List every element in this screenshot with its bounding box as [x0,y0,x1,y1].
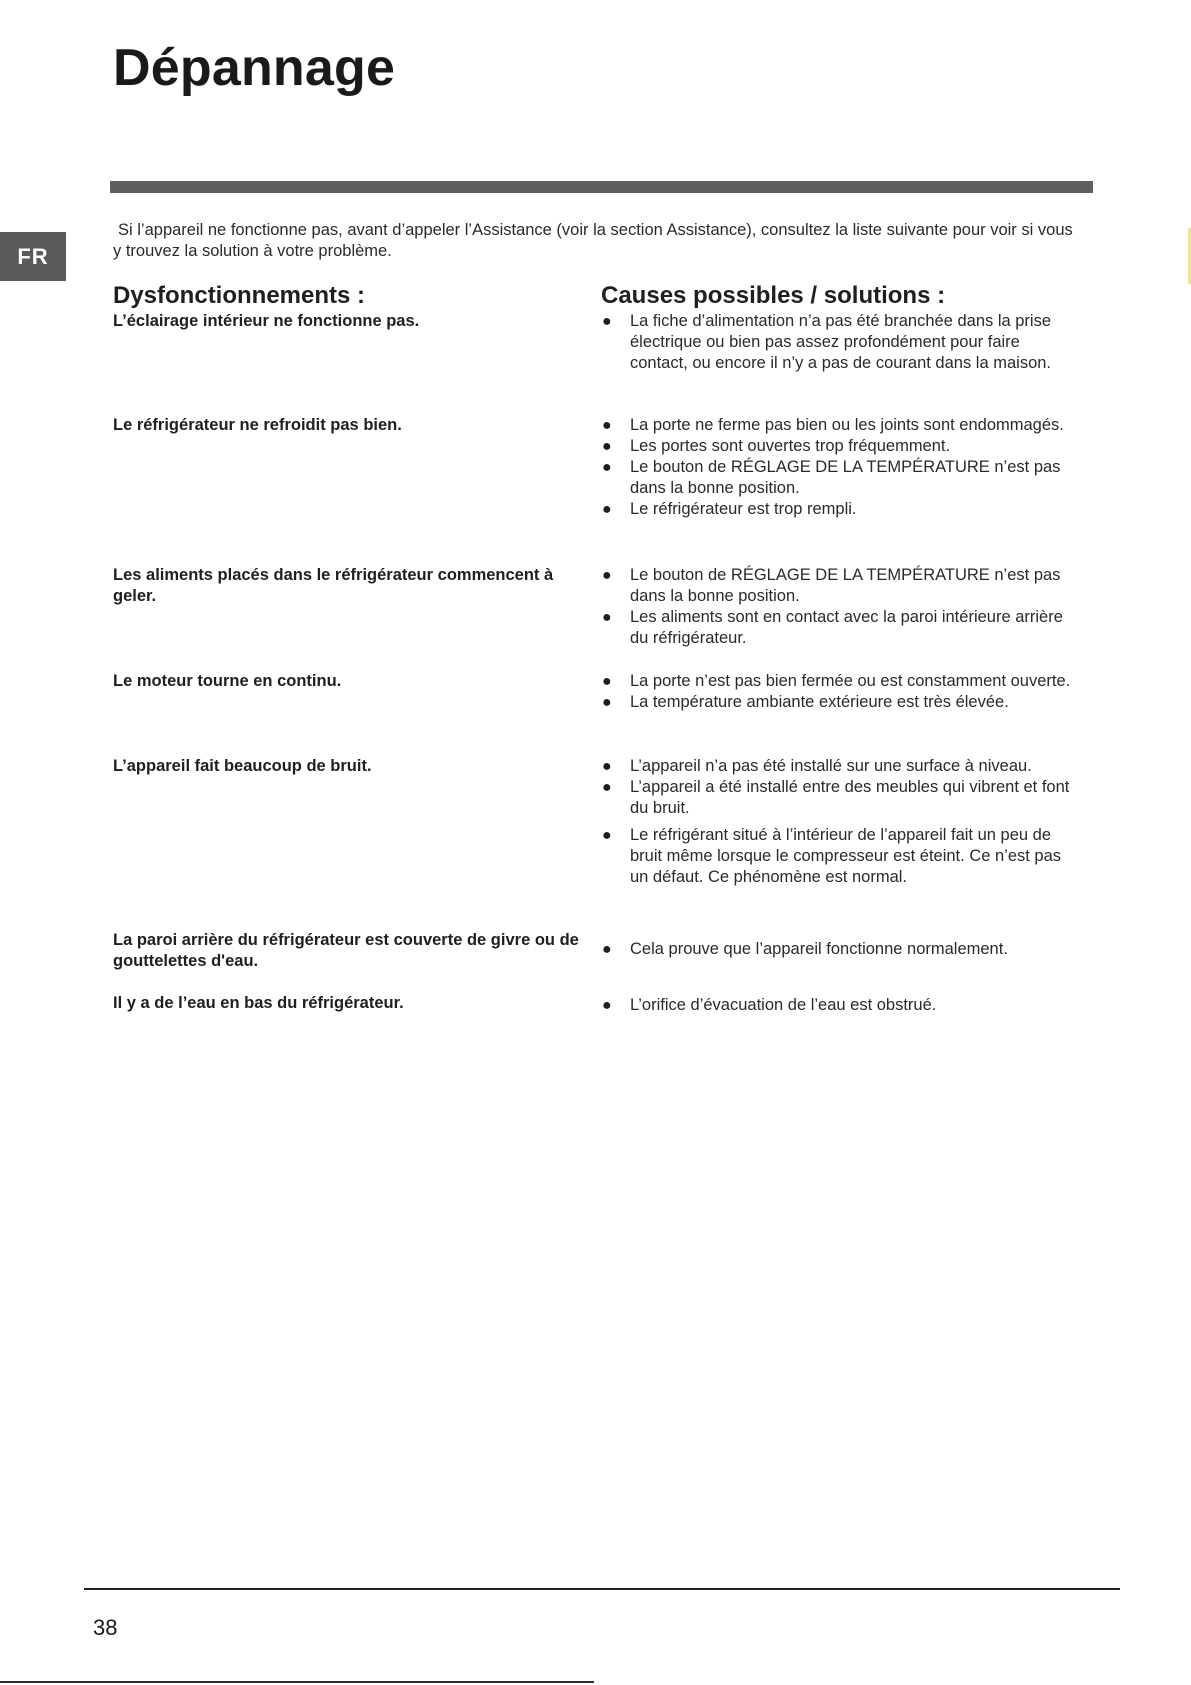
bullet-icon: ● [602,779,612,796]
bullet-icon: ● [602,417,612,434]
cause-text: La fiche d’alimentation n’a pas été branchée dans la prise électrique ou bien pas assez profondément pour faire contact, ou encore il n’y a pas de courant dans la maison. [630,312,1052,372]
causes-list [601,671,1076,713]
cause-text: La température ambiante extérieure est très élevée. [630,693,1009,711]
cause-text: Les portes sont ouvertes trop fréquemment. [630,437,951,455]
problem-text: Le réfrigérateur ne refroidit pas bien. [113,416,402,434]
cause-text: Le bouton de RÉGLAGE DE LA TEMPÉRATURE n’est pas dans la bonne position. [630,566,1061,605]
bullet-icon: ● [602,438,612,455]
bullet-icon: ● [602,941,612,958]
bullet-icon: ● [602,609,612,626]
causes-list [601,939,1076,960]
cause-item [601,756,1076,777]
causes-list [601,995,1076,1016]
cause-text: La porte n’est pas bien fermée ou est constamment ouverte. [630,672,1071,690]
cause-item [601,995,1076,1016]
cause-item [601,825,1076,888]
problem-text: L’appareil fait beaucoup de bruit. [113,757,372,775]
solutions-column-header: Causes possibles / solutions : [601,282,946,309]
cause-item [601,939,1076,960]
bullet-icon: ● [602,673,612,690]
intro-paragraph: Si l’appareil ne fonctionne pas, avant d’appeler l’Assistance (voir la section Assistance), consultez la liste suivante pour voir si vous y trouvez la solution à votre problème. [113,221,1073,260]
footer-divider [84,1588,1120,1590]
cause-text: La porte ne ferme pas bien ou les joints sont endommagés. [630,416,1064,434]
cause-item [601,415,1076,436]
problem-text: Il y a de l’eau en bas du réfrigérateur. [113,994,404,1012]
causes-list [601,415,1076,520]
cause-item [601,565,1076,607]
problems-column-header: Dysfonctionnements : [113,282,366,309]
problem-text: L’éclairage intérieur ne fonctionne pas. [113,312,420,330]
bullet-icon: ● [602,567,612,584]
bullet-icon: ● [602,997,612,1014]
cause-item [601,671,1076,692]
cause-text: Le bouton de RÉGLAGE DE LA TEMPÉRATURE n’est pas dans la bonne position. [630,458,1061,497]
problem-text: Le moteur tourne en continu. [113,672,342,690]
cause-item [601,499,1076,520]
cause-item [601,777,1076,819]
cause-text: Le réfrigérateur est trop rempli. [630,500,857,518]
bullet-icon: ● [602,758,612,775]
page-title: Dépannage [113,39,396,97]
cause-text: Le réfrigérant situé à l’intérieur de l’appareil fait un peu de bruit même lorsque le compresseur est éteint. Ce n’est pas un défaut. Ce phénomène est normal. [630,826,1062,886]
bottom-edge-line [0,1681,594,1683]
cause-item [601,692,1076,713]
problem-text: Les aliments placés dans le réfrigérateur commencent à geler. [113,566,554,605]
cause-item [601,607,1076,649]
title-divider-bar [110,181,1093,193]
bullet-icon: ● [602,827,612,844]
bullet-icon: ● [602,459,612,476]
cause-text: L’orifice d’évacuation de l’eau est obstrué. [630,996,937,1014]
cause-item [601,457,1076,499]
bullet-icon: ● [602,694,612,711]
bullet-icon: ● [602,501,612,518]
cause-text: Cela prouve que l’appareil fonctionne normalement. [630,940,1008,958]
language-tab: FR [0,232,66,281]
page-number: 38 [93,1615,118,1640]
causes-list [601,565,1076,649]
bullet-icon: ● [602,313,612,330]
cause-text: L’appareil a été installé entre des meubles qui vibrent et font du bruit. [630,778,1070,817]
cause-item [601,436,1076,457]
cause-text: Les aliments sont en contact avec la paroi intérieure arrière du réfrigérateur. [630,608,1063,647]
cause-text: L’appareil n’a pas été installé sur une surface à niveau. [630,757,1032,775]
problem-text: La paroi arrière du réfrigérateur est couverte de givre ou de gouttelettes d'eau. [113,931,579,970]
cause-item [601,311,1076,374]
causes-list [601,311,1076,374]
causes-list [601,756,1076,888]
